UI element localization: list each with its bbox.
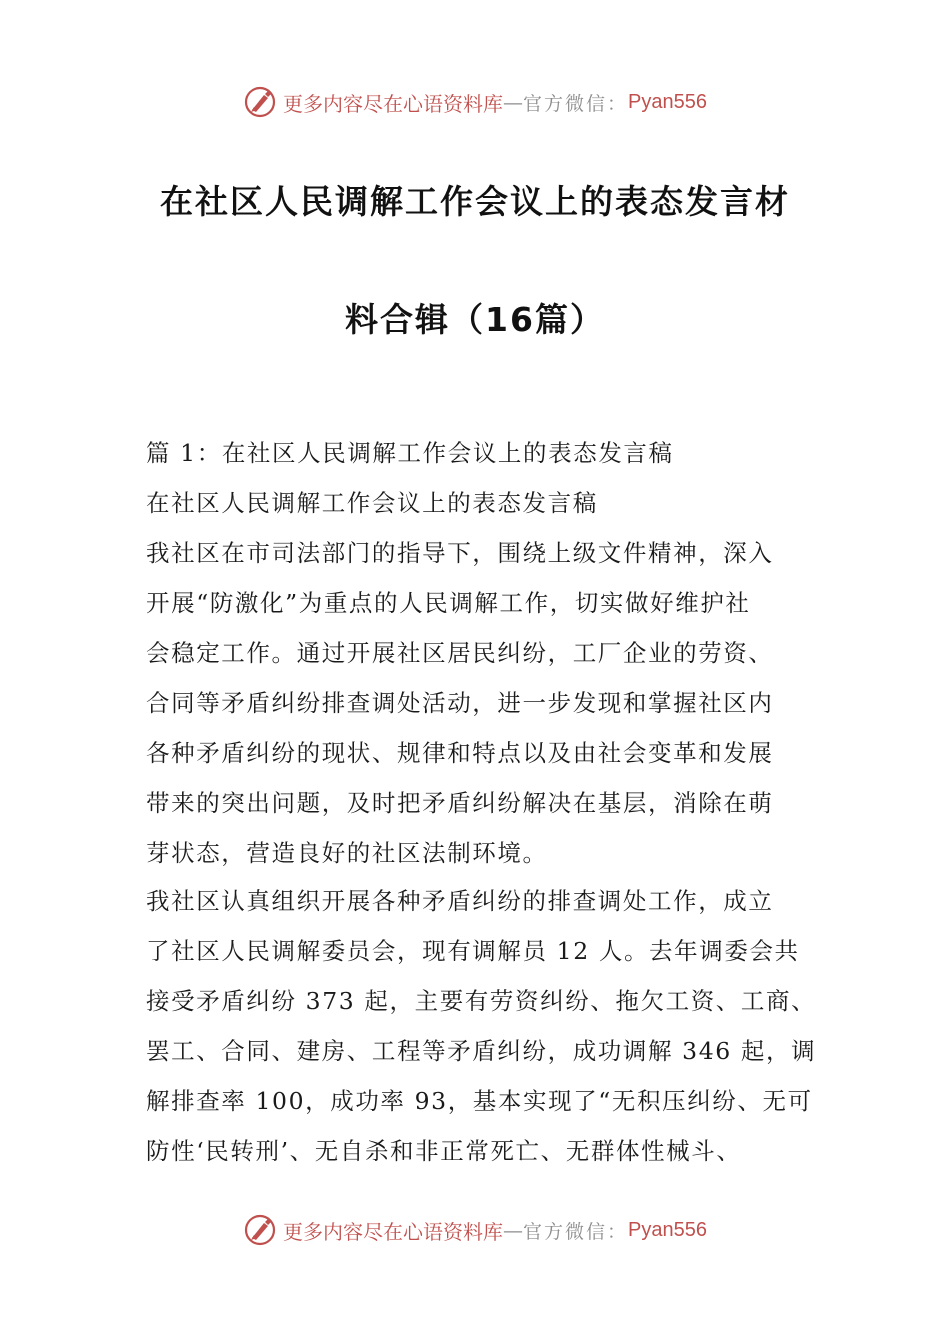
body-line: 带来的突出问题，及时把矛盾纠纷解决在基层，消除在萌	[146, 789, 774, 817]
body-line: 我社区认真组织开展各种矛盾纠纷的排查调处工作，成立	[146, 887, 774, 915]
header-banner	[0, 80, 950, 124]
body-line: 开展“防激化”为重点的人民调解工作，切实做好维护社	[146, 589, 751, 617]
footer-banner	[0, 1208, 950, 1252]
pen-nib-logo-icon	[243, 85, 277, 119]
banner-separator: —	[503, 1218, 523, 1242]
body-line: 我社区在市司法部门的指导下，围绕上级文件精神，深入	[146, 539, 774, 567]
body-line: 在社区人民调解工作会议上的表态发言稿	[146, 489, 598, 517]
banner-separator: —	[503, 90, 523, 114]
body-line: 解排查率 100，成功率 93，基本实现了“无积压纠纷、无可	[146, 1087, 813, 1115]
body-line: 会稳定工作。通过开展社区居民纠纷，工厂企业的劳资、	[146, 639, 774, 667]
body-line: 接受矛盾纠纷 373 起，主要有劳资纠纷、拖欠工资、工商、	[146, 987, 817, 1015]
brand-text: 更多内容尽在心语资料库	[283, 91, 503, 116]
body-line: 篇 1：在社区人民调解工作会议上的表态发言稿	[146, 439, 674, 467]
official-wechat-label: 官方微信：	[523, 1220, 629, 1243]
brand-text: 更多内容尽在心语资料库	[283, 1219, 503, 1244]
body-line: 各种矛盾纠纷的现状、规律和特点以及由社会变革和发展	[146, 739, 774, 767]
official-wechat-label: 官方微信：	[523, 92, 629, 115]
body-line: 罢工、合同、建房、工程等矛盾纠纷，成功调解 346 起，调	[146, 1037, 817, 1065]
document-title-line-1: 在社区人民调解工作会议上的表态发言材	[160, 182, 790, 221]
body-line: 合同等矛盾纠纷排查调处活动，进一步发现和掌握社区内	[146, 689, 774, 717]
body-line: 了社区人民调解委员会，现有调解员 12 人。去年调委会共	[146, 937, 800, 965]
wechat-id: Pyan556	[628, 1218, 707, 1241]
pen-nib-logo-icon	[243, 1213, 277, 1247]
wechat-id: Pyan556	[628, 90, 707, 113]
document-title-line-2: 料合辑（16篇）	[345, 300, 605, 339]
body-line: 防性‘民转刑’、无自杀和非正常死亡、无群体性械斗、	[146, 1137, 742, 1165]
body-line: 芽状态，营造良好的社区法制环境。	[146, 839, 548, 867]
